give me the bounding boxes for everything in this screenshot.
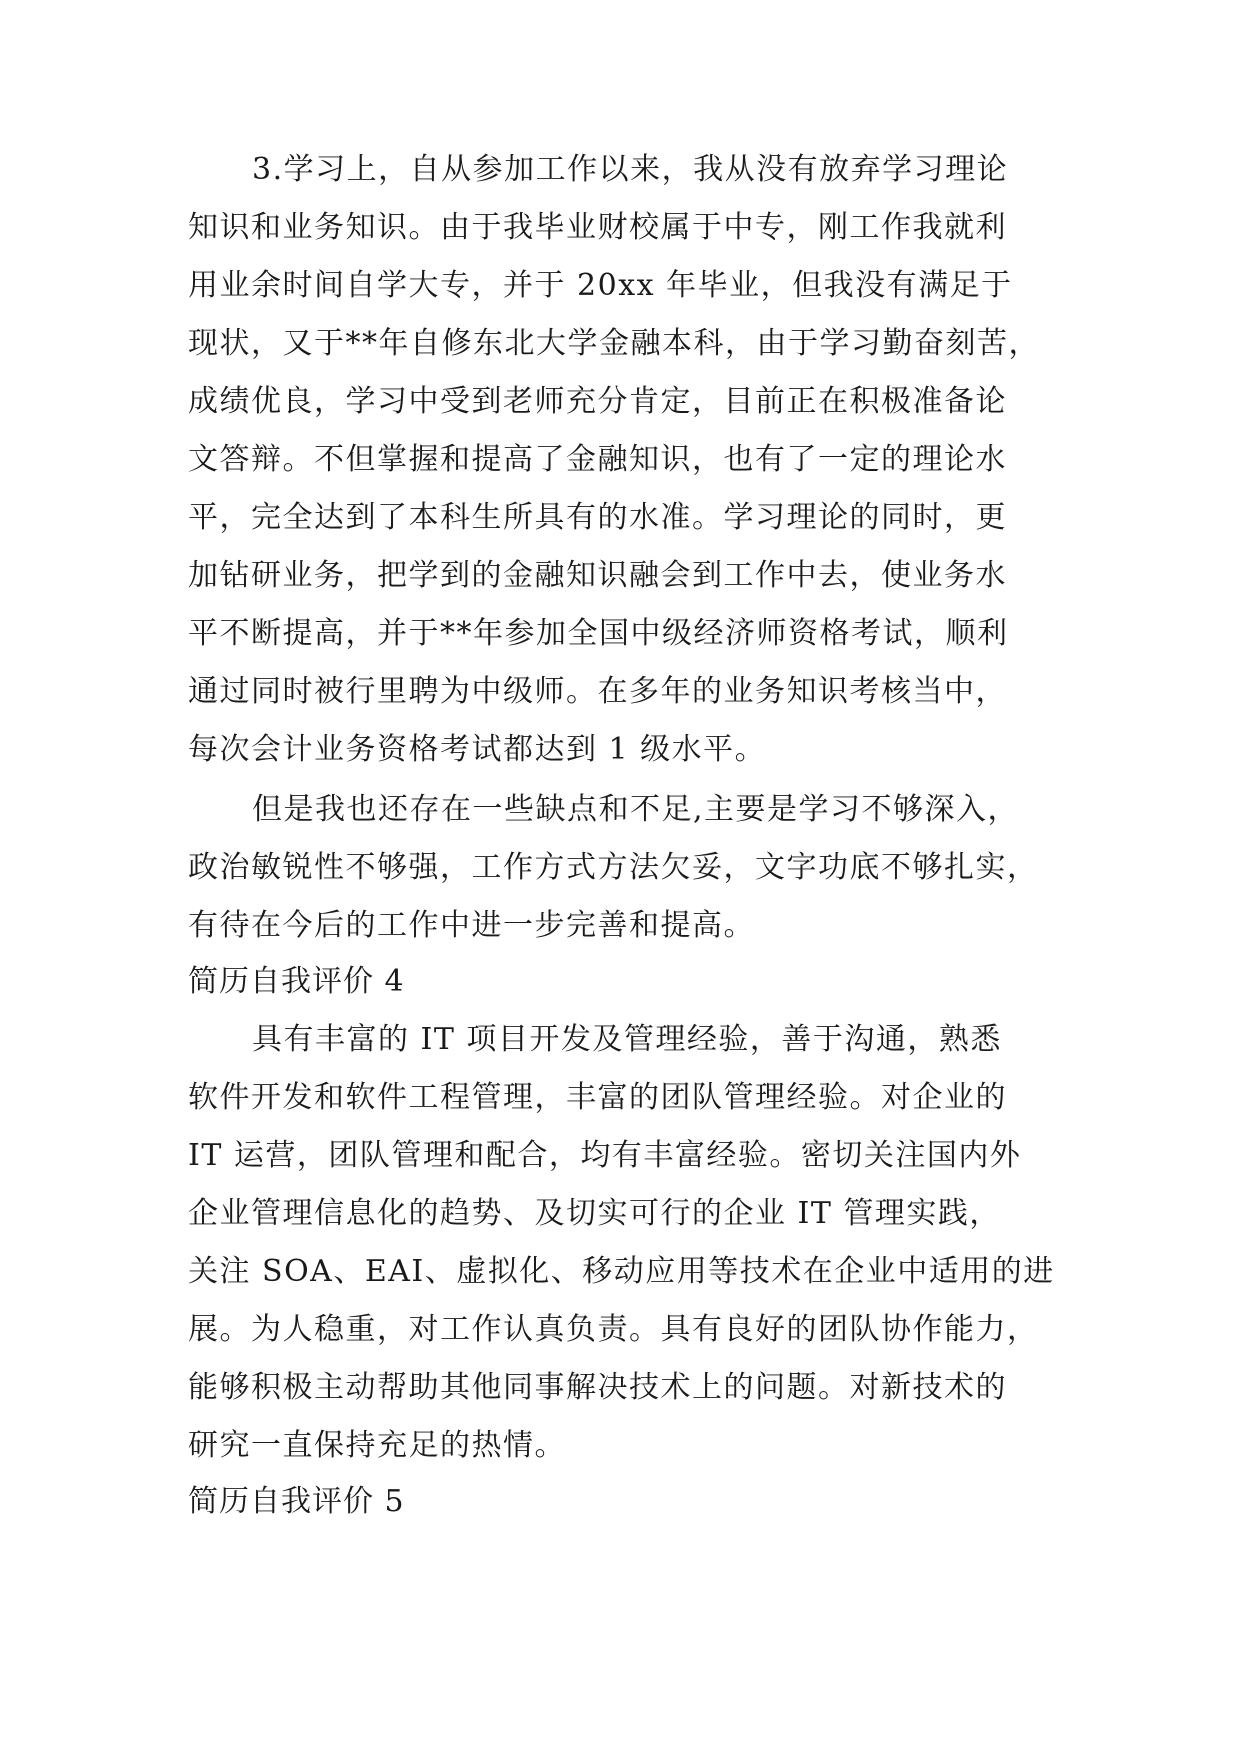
paragraph-line: 软件开发和软件工程管理，丰富的团队管理经验。对企业的 [188, 1080, 1007, 1115]
paragraph-line: 知识和业务知识。由于我毕业财校属于中专，刚工作我就利 [188, 210, 1007, 245]
paragraph-line: 加钻研业务，把学到的金融知识融会到工作中去，使业务水 [188, 558, 1007, 593]
paragraph-line: 每次会计业务资格考试都达到 1 级水平。 [188, 732, 767, 767]
paragraph-line: 政治敏锐性不够强，工作方式方法欠妥，文字功底不够扎实， [188, 850, 1039, 885]
paragraph-line: 现状，又于**年自修东北大学金融本科，由于学习勤奋刻苦， [188, 326, 1040, 361]
paragraph-line: 具有丰富的 IT 项目开发及管理经验，善于沟通，熟悉 [252, 1022, 1002, 1057]
paragraph-line: 成绩优良，学习中受到老师充分肯定，目前正在积极准备论 [188, 384, 1007, 419]
paragraph-line: 关注 SOA、EAI、虚拟化、移动应用等技术在企业中适用的进 [188, 1254, 1055, 1289]
paragraph-line: 但是我也还存在一些缺点和不足,主要是学习不够深入， [252, 792, 1020, 827]
paragraph-line: 用业余时间自学大专，并于 20xx 年毕业，但我没有满足于 [188, 268, 1013, 303]
paragraph-line: 文答辩。不但掌握和提高了金融知识，也有了一定的理论水 [188, 442, 1007, 477]
paragraph-line: IT 运营，团队管理和配合，均有丰富经验。密切关注国内外 [188, 1138, 1022, 1173]
section-heading: 简历自我评价 4 [188, 964, 405, 999]
paragraph-line: 3.学习上，自从参加工作以来，我从没有放弃学习理论 [252, 152, 1009, 187]
paragraph-line: 有待在今后的工作中进一步完善和提高。 [188, 908, 755, 943]
paragraph-line: 企业管理信息化的趋势、及切实可行的企业 IT 管理实践， [188, 1196, 1001, 1231]
paragraph-line: 展。为人稳重，对工作认真负责。具有良好的团队协作能力， [188, 1312, 1039, 1347]
paragraph-line: 能够积极主动帮助其他同事解决技术上的问题。对新技术的 [188, 1370, 1007, 1405]
paragraph-line: 平不断提高，并于**年参加全国中级经济师资格考试，顺利 [188, 616, 1009, 651]
paragraph-line: 通过同时被行里聘为中级师。在多年的业务知识考核当中， [188, 674, 1007, 709]
paragraph-line: 平，完全达到了本科生所具有的水准。学习理论的同时，更 [188, 500, 1007, 535]
paragraph-line: 研究一直保持充足的热情。 [188, 1428, 566, 1463]
section-heading: 简历自我评价 5 [188, 1484, 405, 1519]
